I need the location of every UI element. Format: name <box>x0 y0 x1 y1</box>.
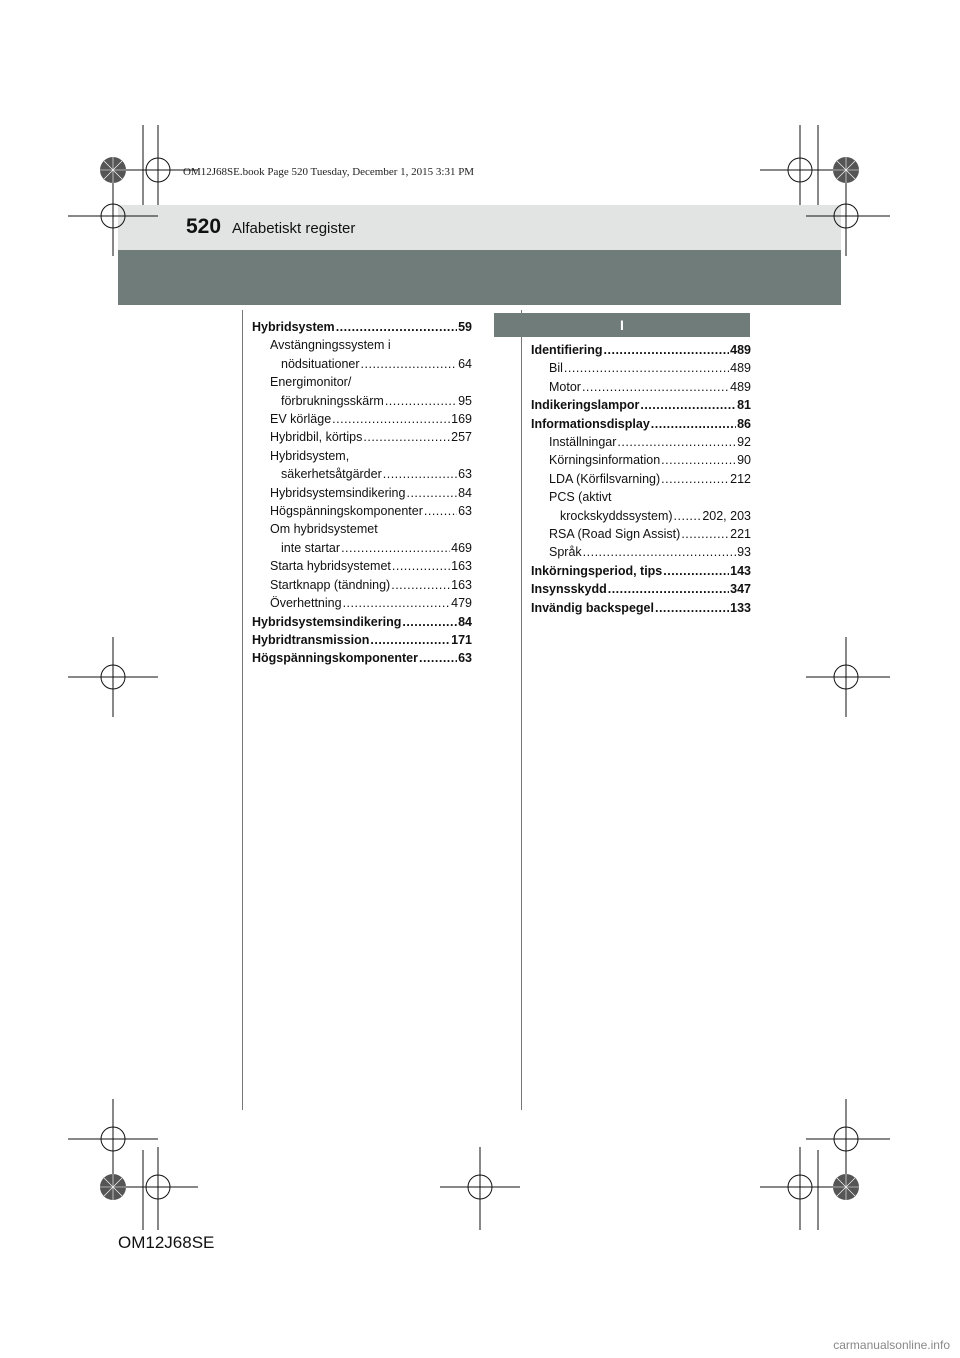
page-reference: 202, 203 <box>702 508 751 523</box>
page-reference: 59 <box>458 320 472 334</box>
page-reference: 257 <box>451 430 472 445</box>
page-reference: 63 <box>458 467 472 482</box>
index-term: Starta hybridsystemet <box>270 559 391 574</box>
index-term: Indikeringslampor <box>531 398 640 413</box>
index-letter-heading: I <box>494 313 750 337</box>
page-number: 520 <box>186 215 222 238</box>
page-reference: 221 <box>730 527 751 542</box>
watermark: carmanualsonline.info <box>833 1338 950 1352</box>
index-term: Hybridsystem <box>252 320 335 334</box>
page-reference: 86 <box>737 416 751 431</box>
index-term: RSA (Road Sign Assist) <box>549 527 681 542</box>
page-reference: 93 <box>737 545 751 560</box>
index-term: Språk <box>549 545 582 560</box>
page-reference: 163 <box>451 559 472 574</box>
page-reference: 81 <box>737 398 751 413</box>
page-reference: 95 <box>458 393 472 408</box>
index-term: Hybridsystemsindikering <box>270 485 406 500</box>
section-title: Alfabetiskt register <box>232 220 356 237</box>
index-term: förbrukningsskärm <box>281 393 384 408</box>
index-term: Invändig backspegel <box>531 600 654 615</box>
page-reference: 469 <box>451 540 472 555</box>
page-reference: 64 <box>458 356 472 371</box>
page-reference: 169 <box>451 412 472 427</box>
page-reference: 489 <box>730 379 751 394</box>
index-term: Inställningar <box>549 435 617 450</box>
page-reference: 171 <box>451 632 472 647</box>
index-term-first-line: Avstängningssystem i <box>270 338 391 353</box>
page-reference: 84 <box>458 614 472 629</box>
index-term-first-line: Energimonitor/ <box>270 375 352 390</box>
page-reference: 92 <box>737 435 751 450</box>
index-term: Inkörningsperiod, tips <box>531 563 663 578</box>
index-term: Informationsdisplay <box>531 416 650 431</box>
index-term: Högspänningskomponenter <box>252 651 418 666</box>
index-term: krockskyddssystem) <box>560 508 673 523</box>
index-term: EV körläge <box>270 412 332 427</box>
index-term: Körningsinformation <box>549 453 661 468</box>
footer-code: OM12J68SE <box>118 1233 215 1252</box>
index-term-first-line: Hybridsystem, <box>270 448 350 463</box>
page-reference: 63 <box>458 651 472 666</box>
index-term: säkerhetsåtgärder <box>281 467 382 482</box>
index-term: Hybridsystemsindikering <box>252 614 402 629</box>
index-term: nödsituationer <box>281 356 360 371</box>
page-reference: 489 <box>730 343 751 357</box>
index-term: Bil <box>549 361 563 376</box>
book-stamp: OM12J68SE.book Page 520 Tuesday, December 1, 2015 3:31 PM <box>183 166 475 178</box>
page-reference: 163 <box>451 577 472 592</box>
page-reference: 489 <box>730 361 751 376</box>
index-term: inte startar <box>281 540 341 555</box>
page-reference: 84 <box>458 485 472 500</box>
index-term: Hybridbil, körtips <box>270 430 363 445</box>
page-reference: 347 <box>730 582 751 597</box>
page-reference: 479 <box>451 596 472 611</box>
page-reference: 212 <box>730 471 751 486</box>
page-reference: 133 <box>730 600 751 615</box>
index-term: LDA (Körfilsvarning) <box>549 471 661 486</box>
index-term: Insynsskydd <box>531 582 607 597</box>
index-term: Startknapp (tändning) <box>270 577 391 592</box>
page-reference: 143 <box>730 563 751 578</box>
index-term-first-line: PCS (aktivt <box>549 490 612 505</box>
index-term: Högspänningskomponenter <box>270 504 423 519</box>
page-reference: 90 <box>737 453 751 468</box>
page-reference: 63 <box>458 504 472 519</box>
index-term-first-line: Om hybridsystemet <box>270 522 378 537</box>
index-term: Överhettning <box>270 596 342 611</box>
index-term: Identifiering <box>531 343 603 357</box>
index-term: Hybridtransmission <box>252 632 370 647</box>
index-term: Motor <box>549 379 581 394</box>
